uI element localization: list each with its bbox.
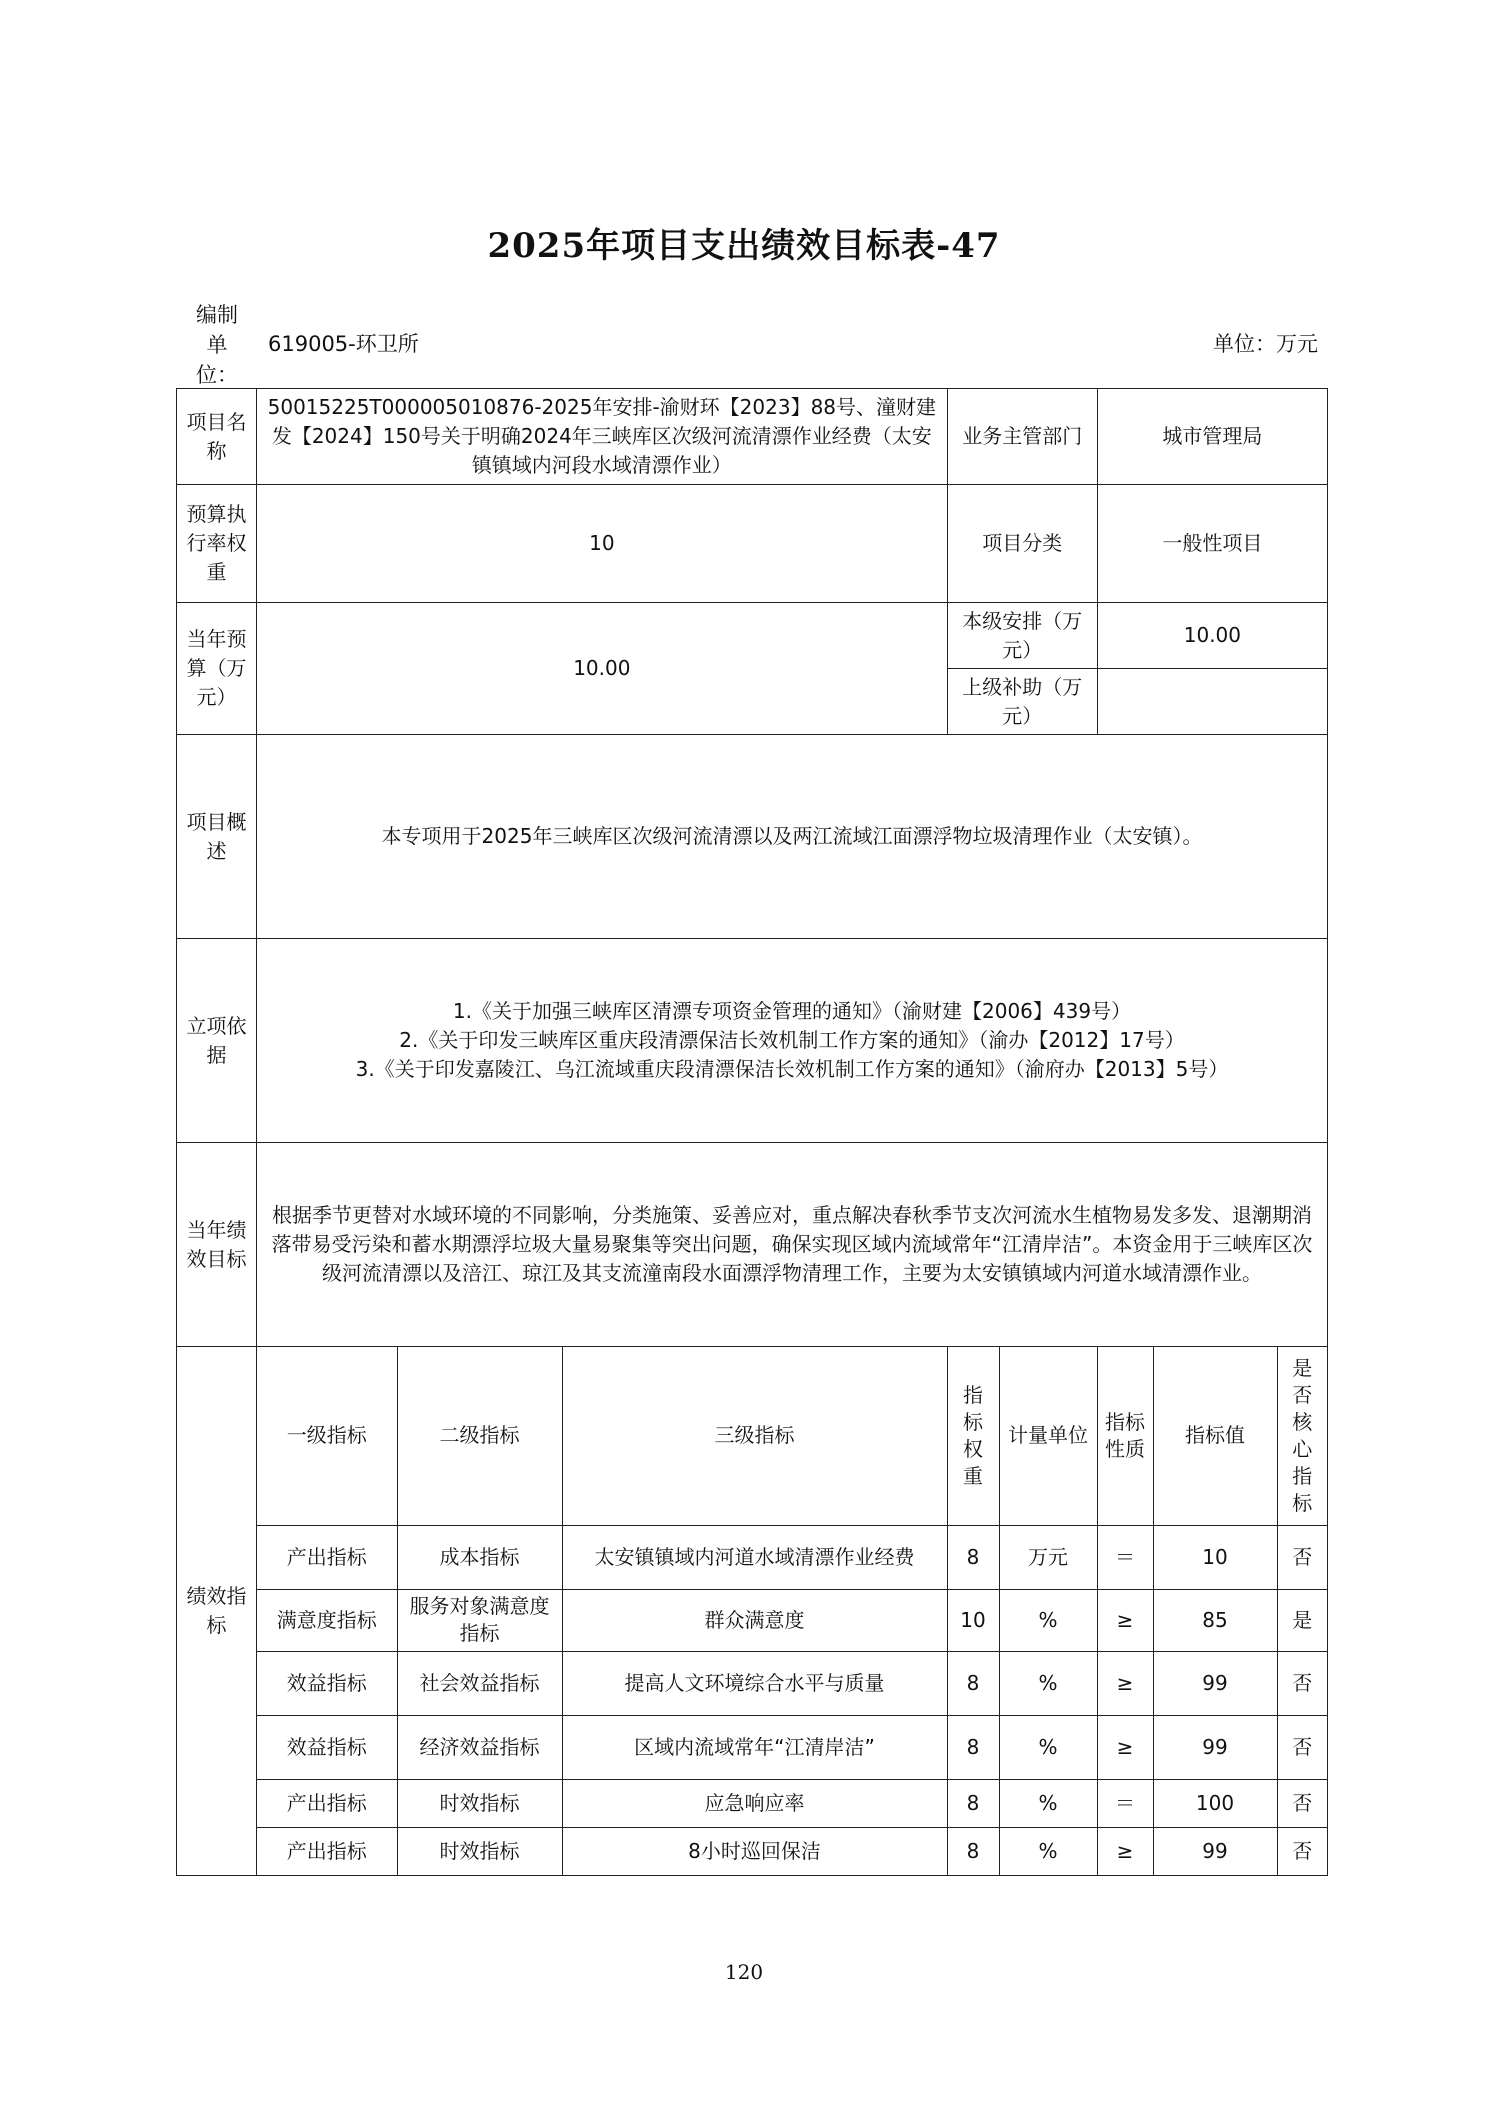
basis-label: 立项依据 [177, 939, 257, 1143]
cell-core: 否 [1277, 1525, 1327, 1589]
indicators-cell [257, 1347, 1328, 1876]
cell-level2: 经济效益指标 [397, 1715, 562, 1779]
weight-value: 10 [257, 485, 948, 603]
basis-line: 1.《关于加强三峡库区清漂专项资金管理的通知》（渝财建【2006】439号） [452, 999, 1132, 1023]
cell-level1: 产出指标 [257, 1779, 397, 1827]
cell-unit: 万元 [999, 1525, 1097, 1589]
cell-level1: 满意度指标 [257, 1589, 397, 1651]
dept-label: 业务主管部门 [947, 389, 1097, 485]
dept-value: 城市管理局 [1097, 389, 1327, 485]
cell-nature: ＝ [1097, 1525, 1153, 1589]
category-value: 一般性项目 [1097, 485, 1327, 603]
cell-core: 否 [1277, 1715, 1327, 1779]
cell-unit: % [999, 1827, 1097, 1875]
cell-level1: 效益指标 [257, 1651, 397, 1715]
project-name-value: 50015225T000005010876-2025年安排-渝财环【2023】88号、潼财建发【2024】150号关于明确2024年三峡库区次级河流清漂作业经费（太安镇镇域内河段水域清漂作业） [257, 389, 948, 485]
header-level1: 一级指标 [257, 1347, 397, 1525]
cell-level2: 成本指标 [397, 1525, 562, 1589]
local-value: 10.00 [1097, 603, 1327, 669]
basis-line: 3.《关于印发嘉陵江、乌江流域重庆段清漂保洁长效机制工作方案的通知》（渝府办【2013】5号） [355, 1057, 1229, 1081]
cell-value: 10 [1153, 1525, 1277, 1589]
table-row [257, 1525, 1327, 1589]
cell-nature: ＝ [1097, 1779, 1153, 1827]
category-label: 项目分类 [947, 485, 1097, 603]
table-row [257, 1589, 1327, 1651]
cell-level3: 8小时巡回保洁 [562, 1827, 947, 1875]
cell-unit: % [999, 1651, 1097, 1715]
cell-value: 99 [1153, 1827, 1277, 1875]
header-nature: 指标性质 [1097, 1347, 1153, 1525]
cell-nature: ≥ [1097, 1715, 1153, 1779]
cell-weight: 10 [947, 1589, 999, 1651]
cell-weight: 8 [947, 1779, 999, 1827]
cell-core: 否 [1277, 1827, 1327, 1875]
table-row [257, 1779, 1327, 1827]
org-value: 619005-环卫所 [268, 332, 419, 356]
header-value: 指标值 [1153, 1347, 1277, 1525]
header-level3: 三级指标 [562, 1347, 947, 1525]
indicators-table [257, 1347, 1327, 1875]
cell-unit: % [999, 1779, 1097, 1827]
unit-label: 单位：万元 [1213, 332, 1318, 356]
overview-value: 本专项用于2025年三峡库区次级河流清漂以及两江流域江面漂浮物垃圾清理作业（太安镇）。 [257, 735, 1328, 939]
header-unit: 计量单位 [999, 1347, 1097, 1525]
cell-level1: 效益指标 [257, 1715, 397, 1779]
budget-value: 10.00 [257, 603, 948, 735]
cell-level3: 群众满意度 [562, 1589, 947, 1651]
cell-level1: 产出指标 [257, 1525, 397, 1589]
cell-level3: 提高人文环境综合水平与质量 [562, 1651, 947, 1715]
cell-level2: 社会效益指标 [397, 1651, 562, 1715]
cell-unit: % [999, 1715, 1097, 1779]
table-row [257, 1651, 1327, 1715]
basis-value [257, 939, 1328, 1143]
cell-core: 否 [1277, 1651, 1327, 1715]
local-label: 本级安排（万元） [947, 603, 1097, 669]
cell-unit: % [999, 1589, 1097, 1651]
upper-label: 上级补助（万元） [947, 669, 1097, 735]
cell-weight: 8 [947, 1525, 999, 1589]
cell-core: 是 [1277, 1589, 1327, 1651]
overview-label: 项目概述 [177, 735, 257, 939]
page-title: 2025年项目支出绩效目标表-47 [487, 226, 1001, 266]
goal-value: 根据季节更替对水域环境的不同影响，分类施策、妥善应对，重点解决春秋季节支次河流水生植物易发多发、退潮期消落带易受污染和蓄水期漂浮垃圾大量易聚集等突出问题，确保实现区域内流域常年“江清岸洁”。本资金用于三峡库区次级河流清漂以及涪江、琼江及其支流潼南段水面漂浮物清理工作，主要为太安镇镇域内河道水域清漂作业。 [257, 1143, 1328, 1347]
table-row [257, 1715, 1327, 1779]
performance-table [176, 388, 1328, 1876]
cell-weight: 8 [947, 1651, 999, 1715]
cell-level2: 时效指标 [397, 1779, 562, 1827]
header-weight: 指标权重 [947, 1347, 999, 1525]
org-label: 编制单位： [196, 303, 238, 387]
project-name-label: 项目名称 [177, 389, 257, 485]
cell-level2: 服务对象满意度指标 [397, 1589, 562, 1651]
page-number: 120 [724, 1960, 764, 1984]
weight-label: 预算执行率权重 [177, 485, 257, 603]
cell-core: 否 [1277, 1779, 1327, 1827]
table-row [257, 1827, 1327, 1875]
cell-value: 85 [1153, 1589, 1277, 1651]
budget-label: 当年预算（万元） [177, 603, 257, 735]
cell-value: 99 [1153, 1651, 1277, 1715]
cell-value: 100 [1153, 1779, 1277, 1827]
cell-level2: 时效指标 [397, 1827, 562, 1875]
goal-label: 当年绩效目标 [177, 1143, 257, 1347]
cell-level3: 区域内流域常年“江清岸洁” [562, 1715, 947, 1779]
cell-weight: 8 [947, 1715, 999, 1779]
cell-level1: 产出指标 [257, 1827, 397, 1875]
cell-level3: 太安镇镇域内河道水域清漂作业经费 [562, 1525, 947, 1589]
cell-level3: 应急响应率 [562, 1779, 947, 1827]
cell-value: 99 [1153, 1715, 1277, 1779]
cell-nature: ≥ [1097, 1589, 1153, 1651]
header-level2: 二级指标 [397, 1347, 562, 1525]
header-core: 是否核心指标 [1277, 1347, 1327, 1525]
basis-line: 2.《关于印发三峡库区重庆段清漂保洁长效机制工作方案的通知》（渝办【2012】17号） [399, 1028, 1185, 1052]
cell-weight: 8 [947, 1827, 999, 1875]
upper-value [1097, 669, 1327, 735]
cell-nature: ≥ [1097, 1827, 1153, 1875]
indicators-label: 绩效指标 [177, 1347, 257, 1876]
cell-nature: ≥ [1097, 1651, 1153, 1715]
